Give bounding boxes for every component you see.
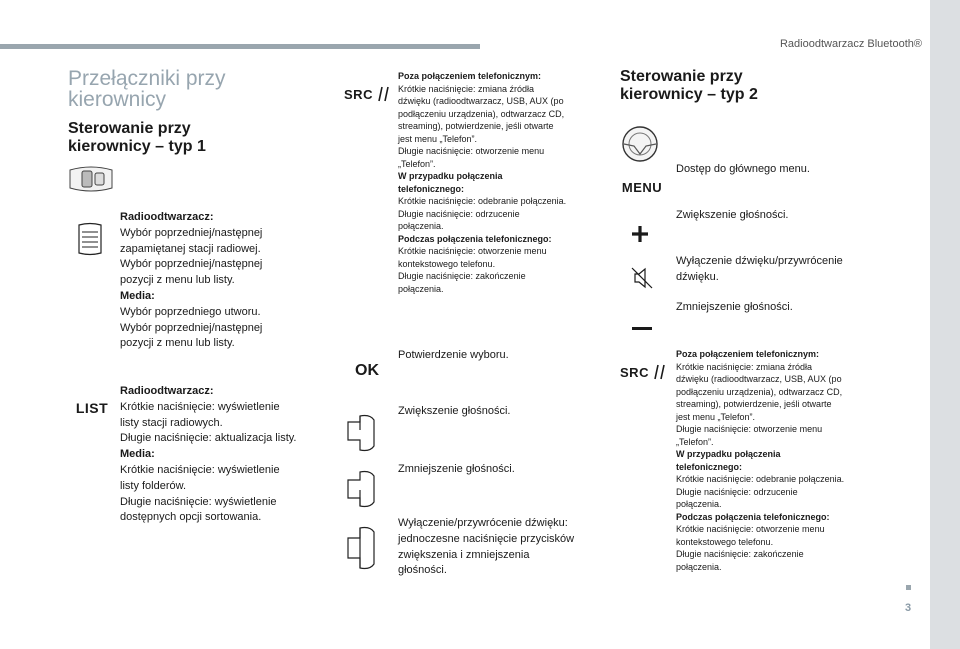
text-line: Wybór poprzedniej/następnej [120, 226, 263, 239]
top-rule [0, 44, 480, 49]
text-line: Długie naciśnięcie: zakończenie [398, 271, 526, 281]
text-line: Długie naciśnięcie: odrzucenie [676, 486, 798, 497]
mute-description: Wyłączenie/przywrócenie dźwięku: jednoczesne naciśnięcie przycisków zwiększenia i zmniejszenia głośności. [398, 517, 575, 577]
steering-control-type1-icon [66, 164, 116, 194]
text-line: podłączeniu urządzenia), odtwarzacz CD, [676, 386, 843, 397]
type1-rocker-description [120, 210, 330, 352]
text-line: Krótkie naciśnięcie: odebranie połączenia. [398, 196, 567, 206]
text-line: Krótkie naciśnięcie: odebranie połączenia. [676, 474, 845, 484]
text-line: kontekstowego telefonu. [676, 536, 774, 547]
text-line: dźwięku (radioodtwarzacz, USB, AUX (po [398, 96, 564, 106]
text-line: Poza połączeniem telefonicznym: [676, 349, 820, 359]
plus-description: Zwiększenie głośności. [676, 209, 789, 221]
text-line: Długie naciśnięcie: otworzenie menu [398, 146, 545, 156]
section-title: Przełączniki przy kierownicy [68, 67, 226, 111]
text-line: listy folderów. [120, 479, 187, 492]
type1-list-description [120, 384, 330, 526]
text-line: Krótkie naciśnięcie: otworzenie menu [398, 246, 547, 256]
type2-src-description [676, 348, 881, 573]
volume-up-rocker-icon [344, 410, 380, 454]
text-line: Krótkie naciśnięcie: zmiana źródła [676, 361, 813, 372]
text-line: Krótkie naciśnięcie: otworzenie menu [676, 524, 825, 534]
text-line: kontekstowego telefonu. [398, 258, 496, 269]
column-type2 [620, 68, 880, 104]
text-line: połączenia. [676, 561, 722, 572]
text-line: Podczas połączenia telefonicznego: [676, 511, 830, 522]
text-line: podłączeniu urządzenia), odtwarzacz CD, [398, 108, 565, 119]
mute-rocker-icon [344, 522, 380, 574]
text-line: W przypadku połączenia [676, 449, 781, 459]
text-line: połączenia. [676, 499, 722, 509]
menu-description: Dostęp do głównego menu. [676, 163, 810, 175]
text-line: Podczas połączenia telefonicznego: [398, 233, 552, 244]
page-marker [906, 585, 911, 590]
text-line: Krótkie naciśnięcie: zmiana źródła [398, 83, 535, 94]
side-margin-bar [930, 0, 960, 649]
src-telephone-type2-icon: SRC [620, 362, 666, 382]
text-line: Media: [120, 448, 155, 461]
type1-src-description [398, 70, 603, 295]
subsection-title-type2: Sterowanie przy kierownicy – typ 2 [620, 68, 758, 103]
text-line: Wybór poprzedniej/następnej [120, 258, 263, 271]
text-line: Wybór poprzedniej/następnej [120, 321, 263, 334]
volume-up-description: Zwiększenie głośności. [398, 405, 511, 417]
left-rocker-icon [76, 222, 104, 256]
text-line: Długie naciśnięcie: aktualizacja listy. [120, 432, 297, 445]
plus-icon [628, 222, 652, 246]
text-line: listy stacji radiowych. [120, 416, 223, 429]
text-line: dostępnych opcji sortowania. [120, 511, 262, 524]
page-header-title: Radioodtwarzacz Bluetooth® [779, 38, 922, 50]
mute-speaker-icon [628, 264, 656, 292]
subsection-title-type1: Sterowanie przy kierownicy – typ 1 [68, 120, 206, 155]
phone-handset-icon [652, 364, 666, 380]
volume-down-description: Zmniejszenie głośności. [398, 463, 515, 475]
steering-wheel-icon [620, 124, 660, 164]
src-telephone-icon: SRC [344, 84, 390, 104]
menu-button-icon: MENU [621, 179, 663, 195]
text-line: Radioodtwarzacz: [120, 385, 214, 397]
text-line: streaming), potwierdzenie, jeśli otwarte [676, 399, 832, 409]
text-line: zapamiętanej stacji radiowej. [120, 242, 261, 255]
minus-description: Zmniejszenie głośności. [676, 301, 793, 313]
ok-button-icon: OK [355, 362, 379, 379]
text-line: Długie naciśnięcie: wyświetlenie [120, 495, 277, 508]
page-number: 3 [905, 602, 912, 614]
text-line: „Telefon”. [398, 158, 436, 169]
text-line: Radioodtwarzacz: [120, 211, 214, 223]
text-line: pozycji z menu lub listy. [120, 337, 235, 350]
list-button-icon: LIST [75, 400, 109, 416]
text-line: Poza połączeniem telefonicznym: [398, 71, 542, 81]
column-type1 [68, 68, 330, 156]
text-line: jest menu „Telefon”. [676, 411, 756, 422]
text-line: Długie naciśnięcie: otworzenie menu [676, 424, 823, 434]
text-line: W przypadku połączenia [398, 171, 503, 181]
text-line: dźwięku (radioodtwarzacz, USB, AUX (po [676, 374, 842, 384]
text-line: Długie naciśnięcie: zakończenie [676, 549, 804, 559]
text-line: połączenia. [398, 221, 444, 231]
text-line: „Telefon”. [676, 436, 714, 447]
text-line: pozycji z menu lub listy. [120, 274, 235, 287]
mute-type2-description: Wyłączenie dźwięku/przywrócenie dźwięku. [676, 255, 843, 283]
text-line: połączenia. [398, 283, 444, 294]
text-line: Krótkie naciśnięcie: wyświetlenie [120, 400, 280, 413]
text-line: telefonicznego: [398, 183, 465, 194]
text-line: Długie naciśnięcie: odrzucenie [398, 208, 520, 219]
text-line: Media: [120, 289, 155, 302]
text-line: Krótkie naciśnięcie: wyświetlenie [120, 463, 280, 476]
text-line: jest menu „Telefon”. [398, 133, 478, 144]
ok-description: Potwierdzenie wyboru. [398, 349, 509, 361]
phone-handset-icon [376, 86, 390, 102]
volume-down-rocker-icon [344, 466, 380, 510]
minus-icon [628, 318, 656, 338]
text-line: streaming), potwierdzenie, jeśli otwarte [398, 121, 554, 131]
text-line: Wybór poprzedniego utworu. [120, 305, 261, 318]
text-line: telefonicznego: [676, 461, 743, 472]
